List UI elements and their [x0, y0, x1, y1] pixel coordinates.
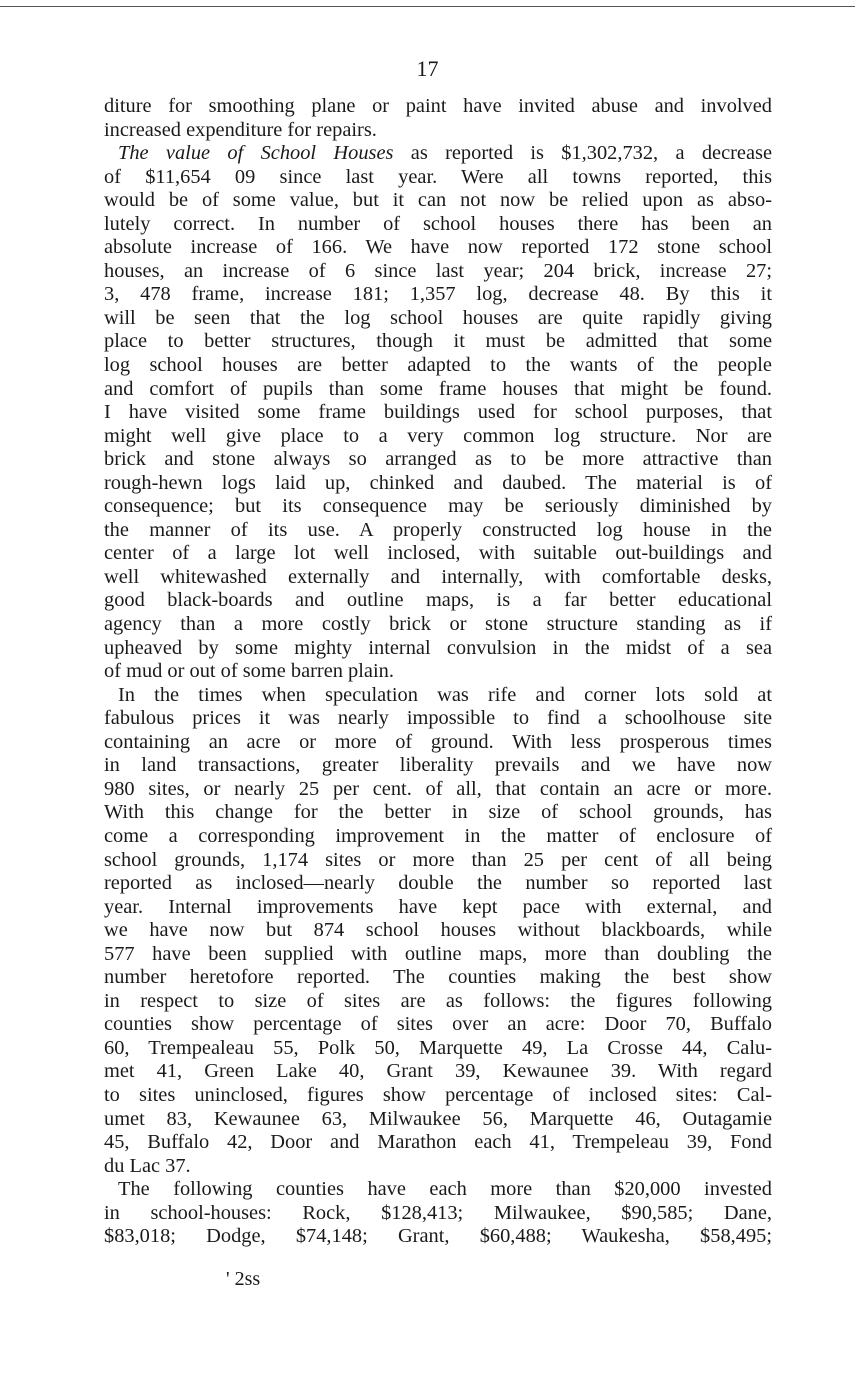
text-line: [104, 1013, 772, 1037]
italic-text: The value of School Houses: [118, 142, 394, 165]
text-line: [104, 990, 772, 1014]
text-segment: houses, an increase of 6 since last year; 204 brick, increase 27;: [104, 259, 772, 282]
text-segment: $83,018; Dodge, $74,148; Grant, $60,488; Waukesha, $58,495;: [104, 1225, 772, 1248]
text-line: [104, 731, 772, 755]
page-number: 17: [416, 56, 439, 81]
text-line: [104, 95, 772, 119]
text-segment: The following counties have each more than $20,000 invested: [118, 1178, 772, 1201]
text-line: [104, 519, 772, 543]
text-line: [104, 1060, 772, 1084]
text-line: [104, 448, 772, 472]
signature-mark: ' 2ss: [226, 1268, 261, 1290]
text-segment: consequence; but its consequence may be seriously diminished by: [104, 495, 772, 518]
text-segment: well whitewashed externally and internally, with comfortable desks,: [104, 565, 772, 588]
text-segment: 3, 478 frame, increase 181; 1,357 log, decrease 48. By this it: [104, 283, 772, 306]
top-rule: [0, 6, 855, 7]
text-segment: containing an acre or more of ground. With less prosperous times: [104, 730, 772, 753]
text-line: [104, 919, 772, 943]
text-line: [104, 637, 772, 661]
text-segment: du Lac 37.: [104, 1154, 191, 1177]
text-line: [104, 943, 772, 967]
text-line: [104, 213, 772, 237]
text-line: [104, 801, 772, 825]
text-segment: 577 have been supplied with outline maps, more than doubling the: [104, 942, 772, 965]
text-line: [104, 260, 772, 284]
text-line: [104, 283, 772, 307]
text-line: [104, 1108, 772, 1132]
text-segment: reported as inclosed—nearly double the number so reported last: [104, 872, 772, 895]
text-line: [104, 589, 772, 613]
text-line: [104, 495, 772, 519]
text-line: [104, 401, 772, 425]
text-segment: in school-houses: Rock, $128,413; Milwaukee, $90,585; Dane,: [104, 1201, 772, 1224]
text-segment: I have visited some frame buildings used for school purposes, that: [104, 401, 772, 424]
text-line: [104, 825, 772, 849]
text-line: [104, 1084, 772, 1108]
body-text: [104, 95, 772, 1249]
text-line: [104, 1225, 772, 1249]
text-segment: come a corresponding improvement in the matter of enclosure of: [104, 824, 772, 847]
text-segment: good black-boards and outline maps, is a far better educational: [104, 589, 772, 612]
text-segment: to sites uninclosed, figures show percentage of inclosed sites: Cal-: [104, 1083, 772, 1106]
text-segment: of mud or out of some barren plain.: [104, 660, 394, 683]
text-segment: With this change for the better in size of school grounds, has: [104, 801, 772, 824]
text-line: [104, 754, 772, 778]
text-line: [104, 660, 772, 684]
text-line: [104, 613, 772, 637]
text-line: [104, 1037, 772, 1061]
text-line: [104, 166, 772, 190]
text-segment: diture for smoothing plane or paint have invited abuse and involved: [104, 95, 772, 117]
text-line: [104, 307, 772, 331]
text-segment: met 41, Green Lake 40, Grant 39, Kewaunee 39. With regard: [104, 1060, 772, 1083]
text-line: [104, 1131, 772, 1155]
text-line: [104, 472, 772, 496]
text-segment: 45, Buffalo 42, Door and Marathon each 41, Trempeleau 39, Fond: [104, 1131, 772, 1154]
text-segment: in land transactions, greater liberality prevails and we have now: [104, 754, 772, 777]
text-segment: as reported is $1,302,732, a decrease: [393, 142, 773, 165]
text-segment: the manner of its use. A properly constructed log house in the: [104, 518, 772, 541]
text-segment: would be of some value, but it can not now be relied upon as abso-: [104, 189, 772, 212]
text-segment: 980 sites, or nearly 25 per cent. of all, that contain an acre or more.: [104, 777, 772, 800]
text-line: [104, 966, 772, 990]
text-line: [104, 566, 772, 590]
text-segment: increased expenditure for repairs.: [104, 118, 377, 141]
text-line: [104, 236, 772, 260]
text-line: [104, 142, 772, 166]
text-segment: rough-hewn logs laid up, chinked and daubed. The material is of: [104, 471, 772, 494]
text-line: [104, 896, 772, 920]
text-line: [104, 707, 772, 731]
text-line: [104, 849, 772, 873]
text-line: [104, 189, 772, 213]
text-segment: center of a large lot well inclosed, with suitable out-buildings and: [104, 542, 772, 565]
text-segment: upheaved by some mighty internal convulsion in the midst of a sea: [104, 636, 772, 659]
text-segment: number heretofore reported. The counties making the best show: [104, 966, 772, 989]
text-segment: 60, Trempealeau 55, Polk 50, Marquette 49, La Crosse 44, Calu-: [104, 1036, 772, 1059]
text-segment: umet 83, Kewaunee 63, Milwaukee 56, Marquette 46, Outagamie: [104, 1107, 772, 1130]
text-segment: in respect to size of sites are as follows: the figures following: [104, 989, 772, 1012]
text-segment: lutely correct. In number of school houses there has been an: [104, 212, 772, 235]
text-segment: of $11,654 09 since last year. Were all towns reported, this: [104, 165, 772, 188]
text-segment: brick and stone always so arranged as to be more attractive than: [104, 448, 772, 471]
text-line: [104, 872, 772, 896]
text-segment: agency than a more costly brick or stone structure standing as if: [104, 613, 772, 636]
text-segment: will be seen that the log school houses are quite rapidly giving: [104, 306, 772, 329]
text-line: [104, 378, 772, 402]
text-line: [104, 542, 772, 566]
text-segment: fabulous prices it was nearly impossible to find a schoolhouse site: [104, 707, 772, 730]
text-line: [104, 1155, 772, 1179]
text-segment: we have now but 874 school houses without blackboards, while: [104, 919, 772, 942]
text-line: [104, 425, 772, 449]
text-line: [104, 1178, 772, 1202]
text-segment: In the times when speculation was rife and corner lots sold at: [118, 683, 772, 706]
text-line: [104, 354, 772, 378]
text-segment: might well give place to a very common log structure. Nor are: [104, 424, 772, 447]
text-segment: place to better structures, though it must be admitted that some: [104, 330, 772, 353]
text-segment: counties show percentage of sites over an acre: Door 70, Buffalo: [104, 1013, 772, 1036]
text-segment: log school houses are better adapted to the wants of the people: [104, 354, 772, 377]
text-segment: and comfort of pupils than some frame houses that might be found.: [104, 377, 772, 400]
text-segment: absolute increase of 166. We have now reported 172 stone school: [104, 236, 772, 259]
text-line: [104, 1202, 772, 1226]
text-segment: year. Internal improvements have kept pace with external, and: [104, 895, 772, 918]
text-line: [104, 119, 772, 143]
text-line: [104, 778, 772, 802]
text-line: [104, 684, 772, 708]
text-line: [104, 330, 772, 354]
text-segment: school grounds, 1,174 sites or more than 25 per cent of all being: [104, 848, 772, 871]
